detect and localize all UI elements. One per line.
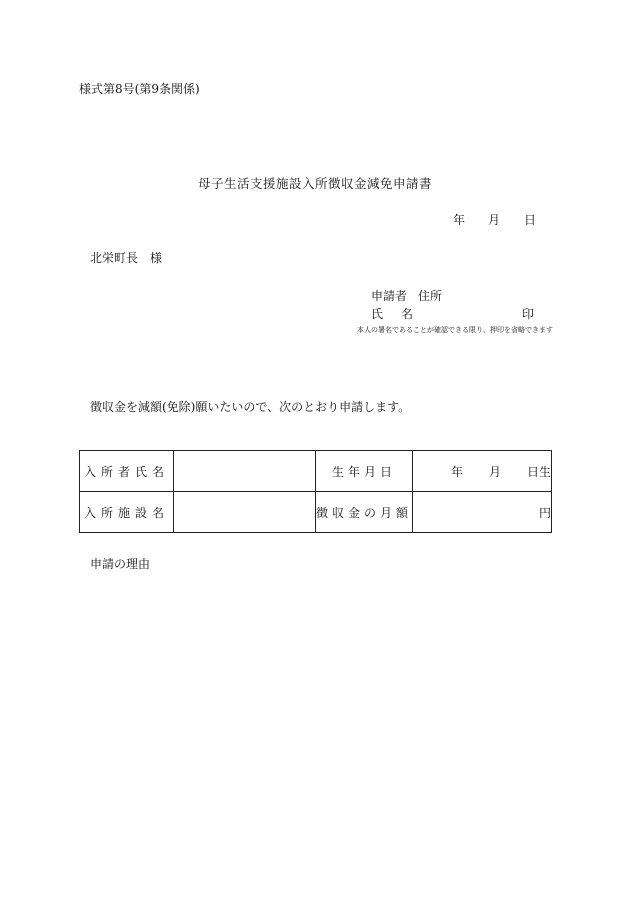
applicant-label: 申請者 [371,289,408,303]
name-label: 氏名 [371,307,432,321]
recipient-name: 北栄町長 [90,251,139,265]
seal-note: 本人の署名であることが確認できる限り、押印を省略できます [357,326,553,334]
yen-unit: 円 [538,505,551,520]
birth-date-label: 生年月日 [316,451,413,492]
date-day-label: 日 [524,213,537,227]
document-title: 母子生活支援施設入所徴収金減免申請書 [197,176,432,191]
birth-month-label: 月 [488,464,501,479]
monthly-fee-label: 徴収金の月額 [316,492,413,533]
form-number: 様式第8号(第9条関係) [79,82,200,96]
facility-name-field[interactable] [174,492,316,533]
recipient-honorific: 様 [150,251,163,265]
date-year-label: 年 [453,213,466,227]
birth-date-field[interactable] [413,451,552,492]
birth-day-label: 日生 [526,464,551,479]
monthly-fee-field[interactable] [413,492,552,533]
application-table [79,450,552,533]
birth-year-label: 年 [450,464,463,479]
address-label: 住所 [418,289,443,303]
resident-name-label: 入所者氏名 [80,451,174,492]
request-statement: 徴収金を減額(免除)願いたいので、次のとおり申請します。 [90,400,411,414]
reason-label: 申請の理由 [90,557,151,571]
date-month-label: 月 [488,213,501,227]
facility-name-label: 入所施設名 [80,492,174,533]
seal-mark: 印 [522,307,535,321]
resident-name-field[interactable] [174,451,316,492]
table-row [80,492,552,533]
table-row [80,451,552,492]
